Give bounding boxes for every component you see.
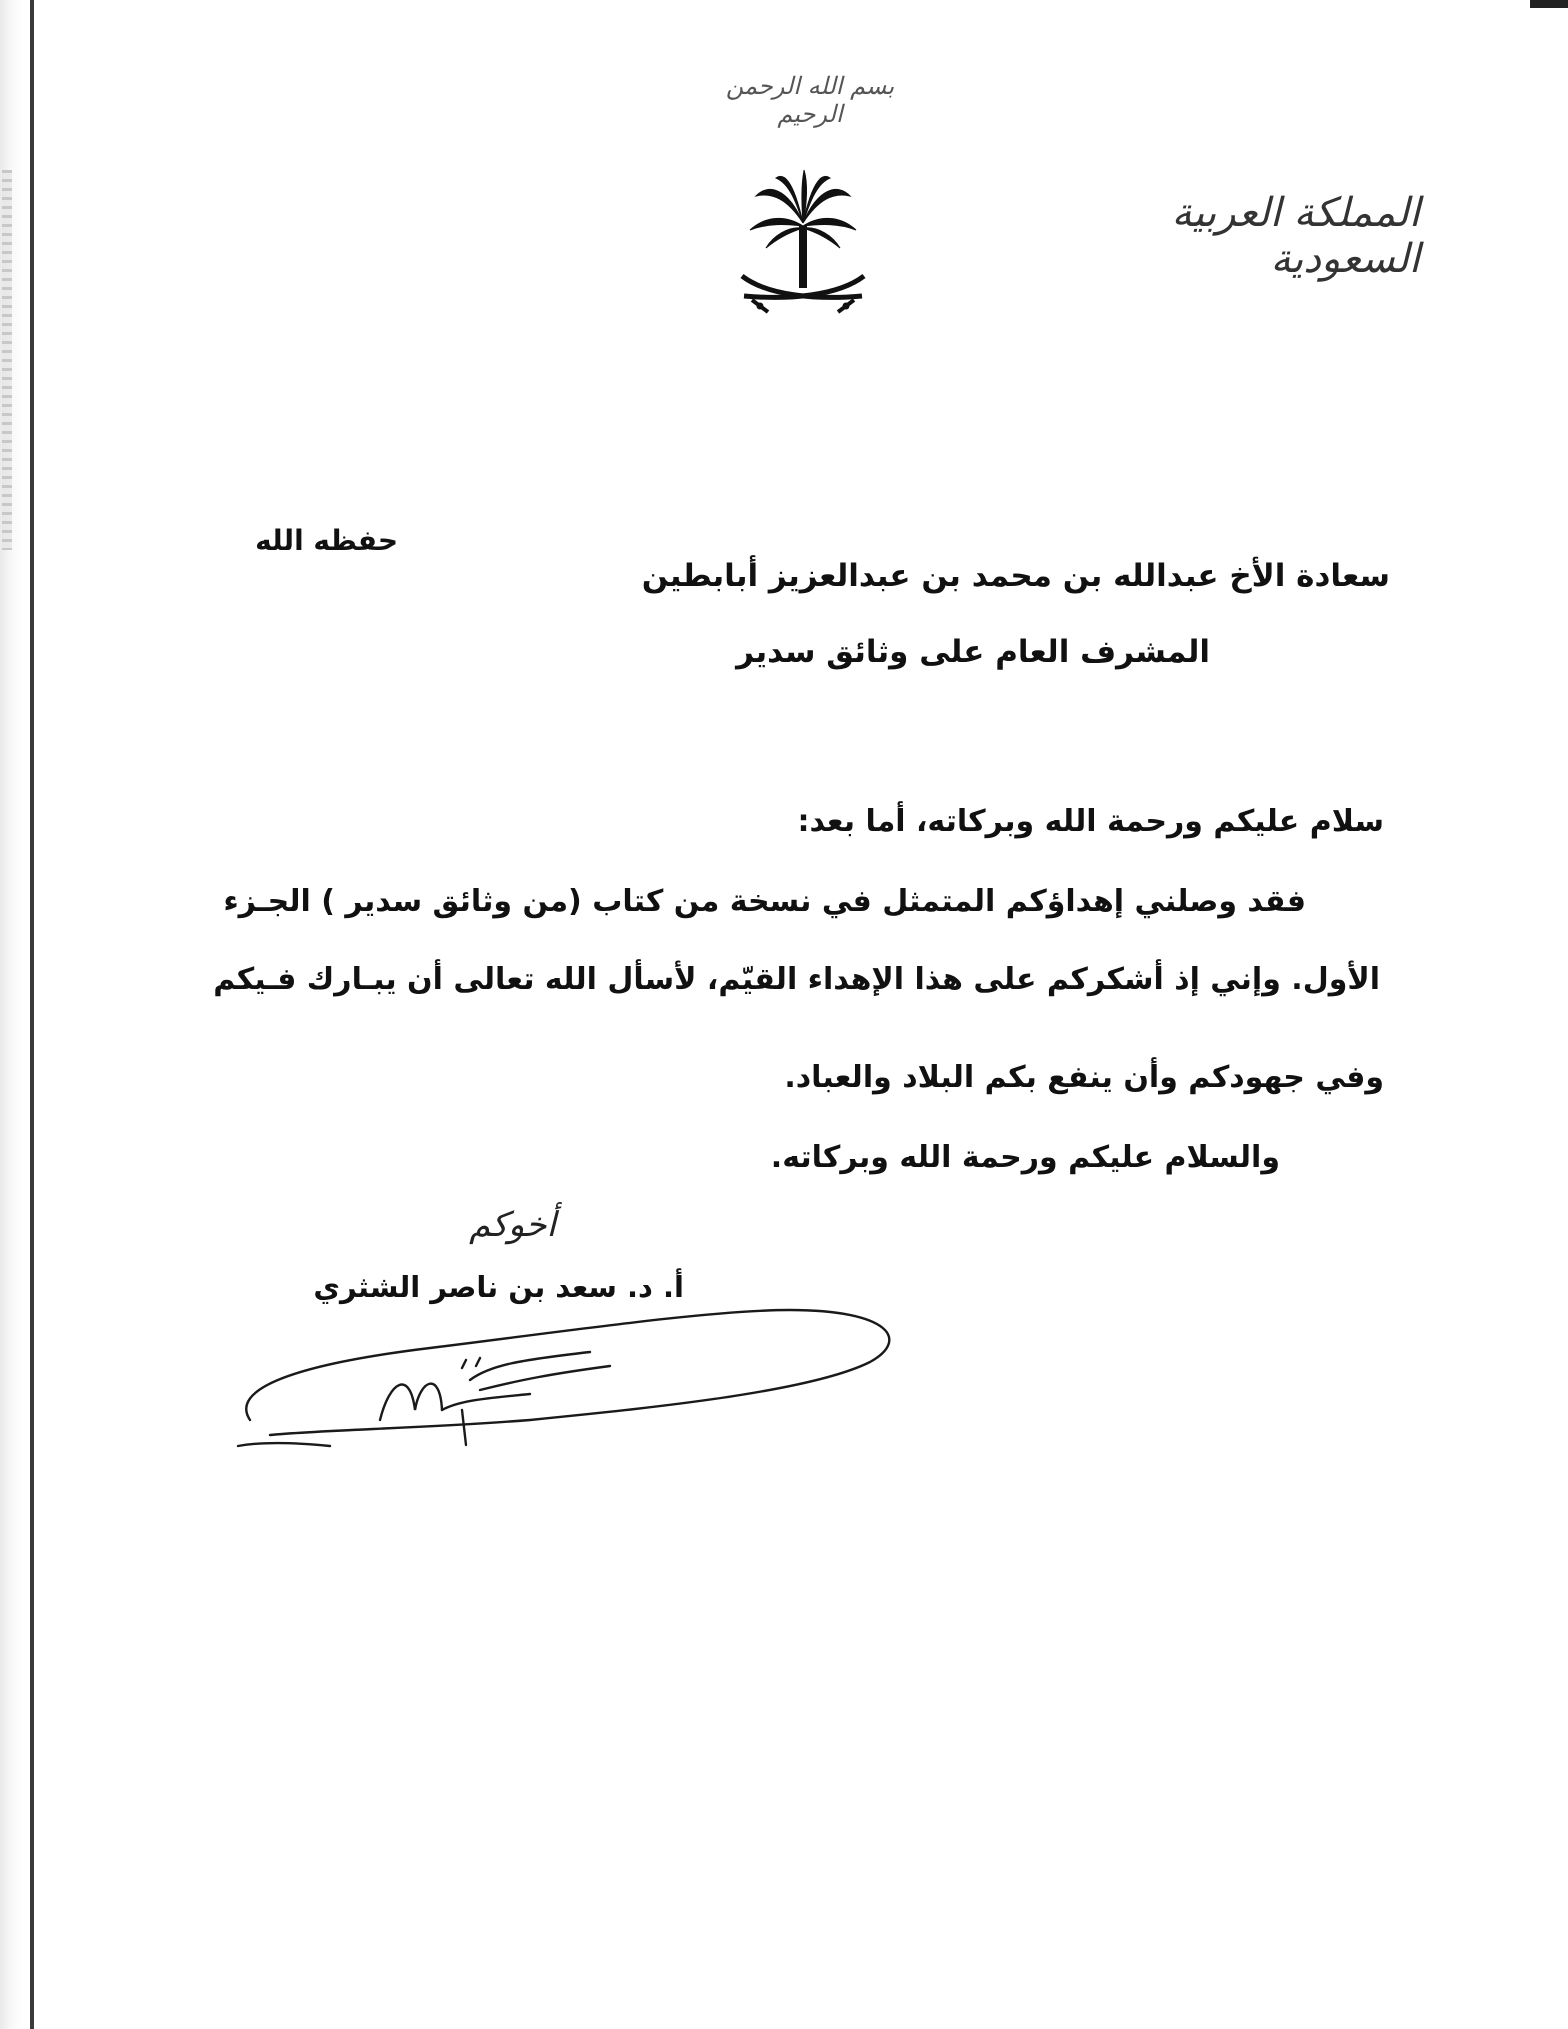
recipient-name: سعادة الأخ عبدالله بن محمد بن عبدالعزيز أبابطين bbox=[641, 558, 1390, 594]
signer-name: أ. د. سعد بن ناصر الشثري bbox=[313, 1270, 684, 1304]
corner-scan-mark bbox=[1530, 0, 1568, 8]
handwritten-signature-icon bbox=[230, 1270, 930, 1460]
scan-edge-line bbox=[30, 0, 34, 2029]
body-line: الأول. وإني إذ أشكركم على هذا الإهداء القيّم، لأسأل الله تعالى أن يبـارك فـيكم bbox=[213, 962, 1380, 997]
palm-and-crossed-swords-emblem-icon bbox=[738, 168, 868, 318]
handwritten-note: أخوكم bbox=[469, 1205, 556, 1245]
scan-edge-noise bbox=[2, 170, 12, 550]
body-line: فقد وصلني إهداؤكم المتمثل في نسخة من كتاب (من وثائق سدير ) الجـزء bbox=[223, 884, 1306, 919]
basmala-heading: بسم الله الرحمن الرحيم bbox=[725, 72, 895, 128]
recipient-title: المشرف العام على وثائق سدير bbox=[736, 634, 1210, 670]
closing-line: والسلام عليكم ورحمة الله وبركاته. bbox=[770, 1140, 1280, 1175]
body-line: وفي جهودكم وأن ينفع بكم البلاد والعباد. bbox=[784, 1060, 1384, 1095]
kingdom-heading: المملكة العربية السعودية bbox=[1171, 190, 1420, 282]
greeting-line: سلام عليكم ورحمة الله وبركاته، أما بعد: bbox=[797, 804, 1384, 839]
recipient-salutation: حفظه الله bbox=[255, 524, 398, 557]
